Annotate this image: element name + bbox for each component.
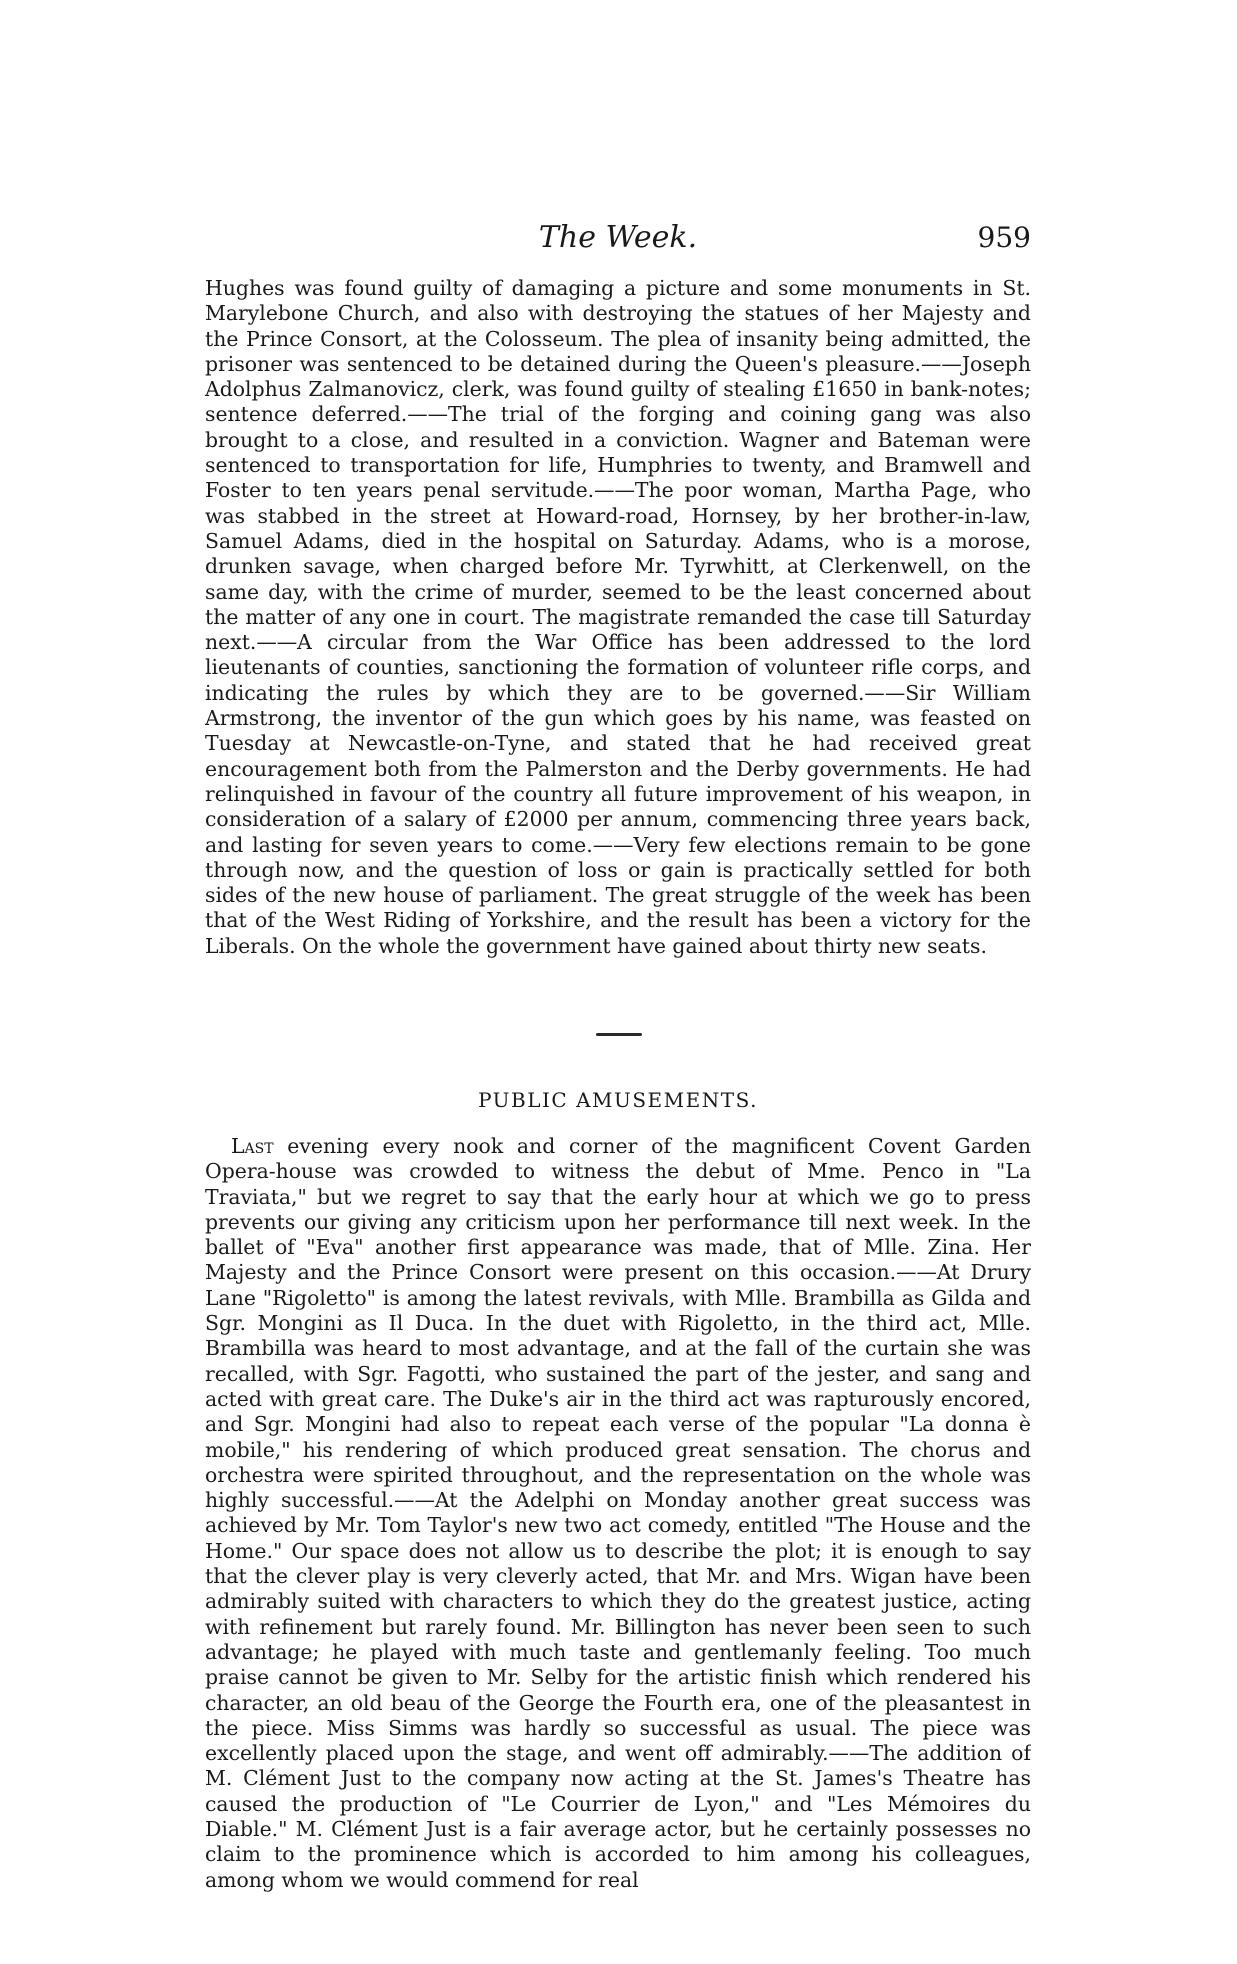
section-separator [596, 1033, 642, 1036]
paragraph-lead-word: Last [231, 1134, 274, 1158]
paragraph-body: evening every nook and corner of the magnificent Covent Garden Opera-house was crowded to witness the debut of Mme. Penco in "La Traviata," but we regret to say that the early hour at which we go to press prevents our giving any criticism upon her performance till next week. In the ballet of "Eva" another first appearance was made, that of Mlle. Zina. Her Majesty and the Prince Consort were present on this occasion.——At Drury Lane "Rigoletto" is among the latest revivals, with Mlle. Brambilla as Gilda and Sgr. Mongini as Il Duca. In the duet with Rigoletto, in the third act, Mlle. Brambilla was heard to most advantage, and at the fall of the curtain she was recalled, with Sgr. Fagotti, who sustained the part of the jester, and sang and acted with great care. The Duke's air in the third act was rapturously encored, and Sgr. Mongini had also to repeat each verse of the popular "La donna è mobile," his rendering of which produced great sensation. The chorus and orchestra were spirited throughout, and the representation on the whole was highly successful.——At the Adelphi on Monday another great success was achieved by Mr. Tom Taylor's new two act comedy, entitled "The House and the Home." Our space does not allow us to describe the plot; it is enough to say that the clever play is very cleverly acted, that Mr. and Mrs. Wigan have been admirably suited with characters to which they do the greatest justice, acting with refinement but rarely found. Mr. Billington has never been seen to such advantage; he played with much taste and gentlemanly feeling. Too much praise cannot be given to Mr. Selby for the artistic finish which rendered his character, an old beau of the George the Fourth era, one of the pleasantest in the piece. Miss Simms was hardly so successful as usual. The piece was excellently placed upon the stage, and went off admirably.——The addition of M. Clément Just to the company now acting at the St. James's Theatre has caused the production of "Le Courrier de Lyon," and "Les Mémoires du Diable." M. Clément Just is a fair average actor, but he certainly possesses no claim to the prominence which is accorded to him among his colleagues, among whom we would commend for real [205, 1134, 1031, 1892]
running-head [205, 218, 1031, 258]
page-number: 959 [977, 221, 1031, 254]
section-heading-public-amusements: PUBLIC AMUSEMENTS. [478, 1088, 758, 1112]
running-title: The Week. [538, 220, 698, 255]
week-news-paragraph: Hughes was found guilty of damaging a picture and some monuments in St. Marylebone Church, and also with destroying the statues of her Majesty and the Prince Consort, at the Colosseum. The plea of insanity being admitted, the prisoner was sentenced to be detained during the Queen's pleasure.——Joseph Adolphus Zalmanovicz, clerk, was found guilty of stealing £1650 in bank-notes; sentence deferred.——The trial of the forging and coining gang was also brought to a close, and resulted in a conviction. Wagner and Bateman were sentenced to transportation for life, Humphries to twenty, and Bramwell and Foster to ten years penal servitude.——The poor woman, Martha Page, who was stabbed in the street at Howard-road, Hornsey, by her brother-in-law, Samuel Adams, died in the hospital on Saturday. Adams, who is a morose, drunken savage, when charged before Mr. Tyrwhitt, at Clerkenwell, on the same day, with the crime of murder, seemed to be the least concerned about the matter of any one in court. The magistrate remanded the case till Saturday next.——A circular from the War Office has been addressed to the lord lieutenants of counties, sanctioning the formation of volunteer rifle corps, and indicating the rules by which they are to be governed.——Sir William Armstrong, the inventor of the gun which goes by his name, was feasted on Tuesday at Newcastle-on-Tyne, and stated that he had received great encouragement both from the Palmerston and the Derby governments. He had relinquished in favour of the country all future improvement of his weapon, in consideration of a salary of £2000 per annum, commencing three years back, and lasting for seven years to come.——Very few elections remain to be gone through now, and the question of loss or gain is practically settled for both sides of the new house of parliament. The great struggle of the week has been that of the West Riding of Yorkshire, and the result has been a victory for the Liberals. On the whole the government have gained about thirty new seats. [205, 276, 1031, 958]
public-amusements-paragraph [205, 1134, 1031, 1924]
